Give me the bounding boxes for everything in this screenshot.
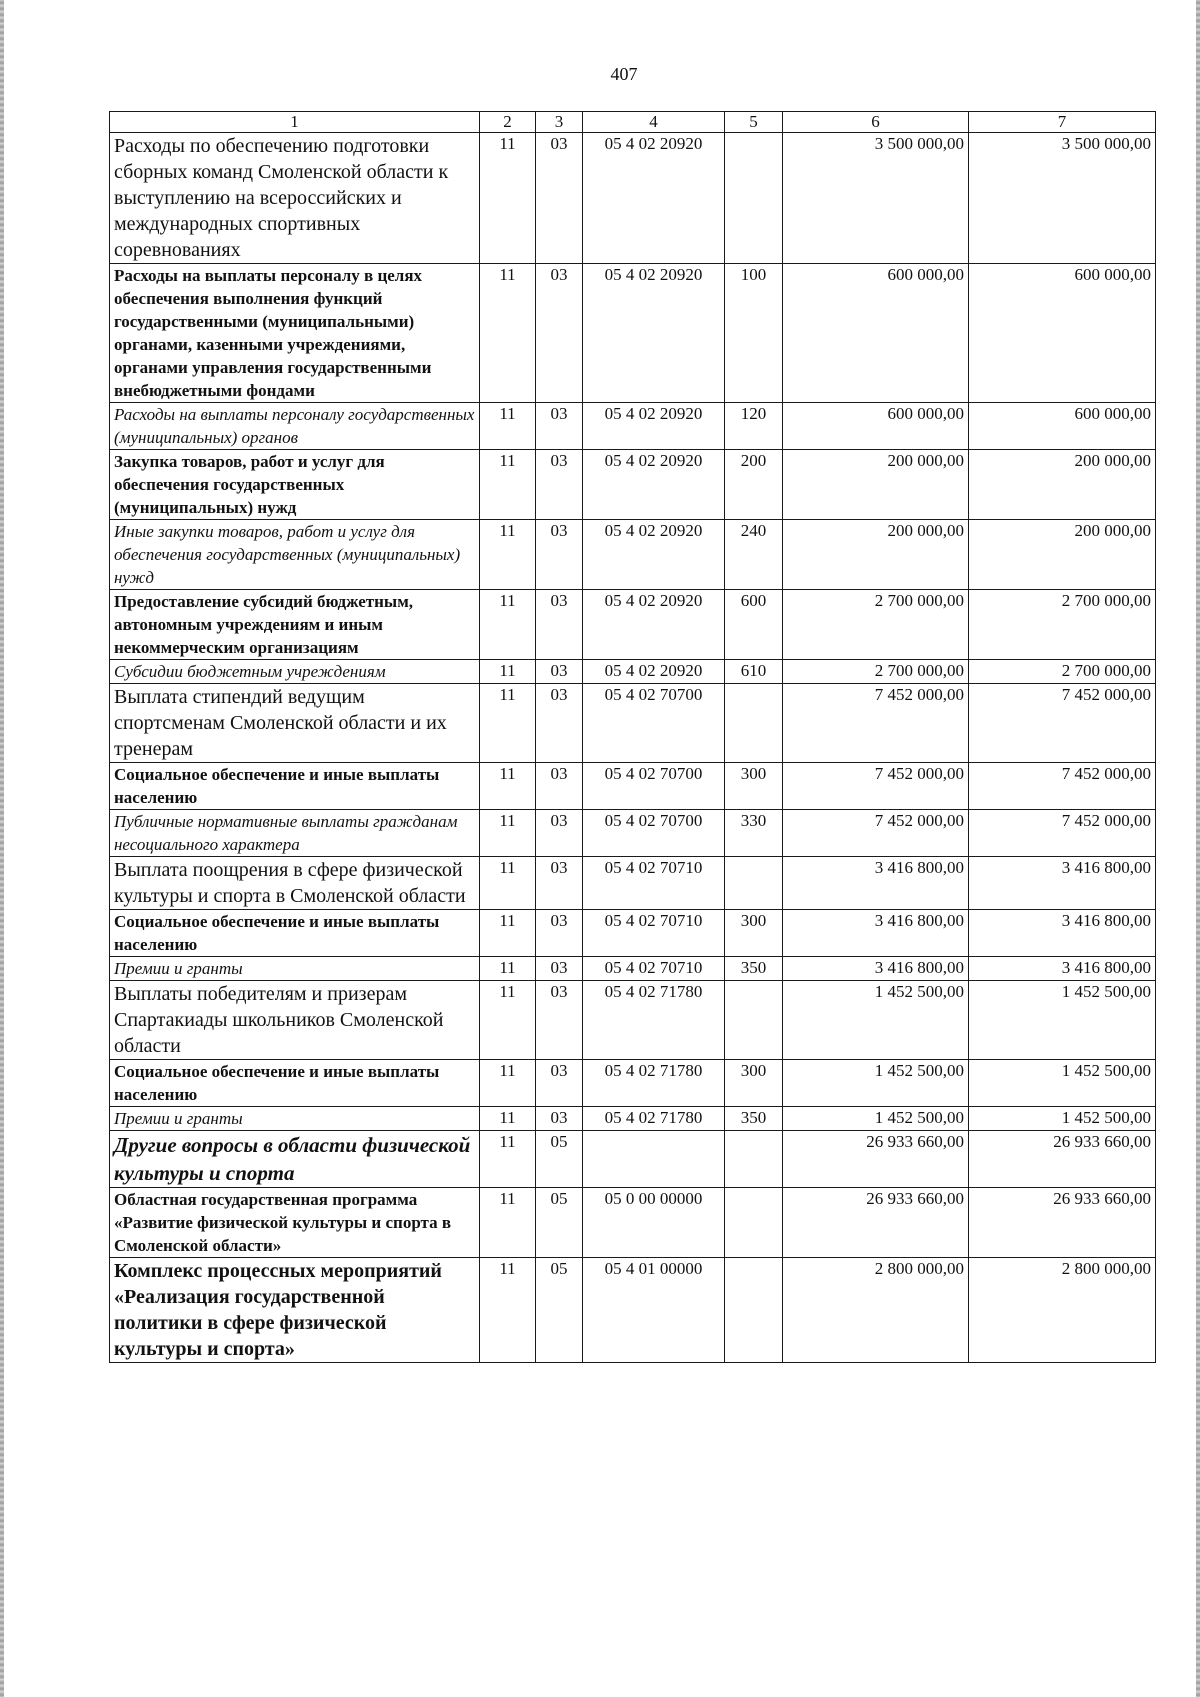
target-article-cell: 05 4 02 71780: [583, 981, 725, 1060]
amount-year-2-cell: 600 000,00: [969, 264, 1156, 403]
expense-type-cell: 300: [725, 763, 783, 810]
expense-type-cell: 300: [725, 1060, 783, 1107]
amount-year-2-cell: 26 933 660,00: [969, 1188, 1156, 1258]
amount-year-2-cell: 3 416 800,00: [969, 957, 1156, 981]
subsection-code-cell: 03: [536, 133, 583, 264]
amount-year-2-cell: 26 933 660,00: [969, 1131, 1156, 1188]
expense-type-cell: 610: [725, 660, 783, 684]
amount-year-1-cell: 200 000,00: [783, 520, 969, 590]
amount-year-2-cell: 7 452 000,00: [969, 684, 1156, 763]
table-row: [110, 403, 1156, 450]
section-code-cell: 11: [480, 763, 536, 810]
section-code-cell: 11: [480, 660, 536, 684]
section-code-cell: 11: [480, 684, 536, 763]
column-header-7: 7: [969, 112, 1156, 133]
table-row: [110, 957, 1156, 981]
target-article-cell: 05 4 02 20920: [583, 403, 725, 450]
table-row: [110, 133, 1156, 264]
amount-year-2-cell: 1 452 500,00: [969, 981, 1156, 1060]
table-row: [110, 520, 1156, 590]
subsection-code-cell: 03: [536, 810, 583, 857]
amount-year-2-cell: 200 000,00: [969, 450, 1156, 520]
table-row: [110, 763, 1156, 810]
amount-year-2-cell: 3 500 000,00: [969, 133, 1156, 264]
amount-year-1-cell: 3 416 800,00: [783, 857, 969, 910]
expense-name-cell: Социальное обеспечение и иные выплаты населению: [110, 1060, 480, 1107]
target-article-cell: 05 4 02 70710: [583, 910, 725, 957]
subsection-code-cell: 03: [536, 264, 583, 403]
section-code-cell: 11: [480, 1060, 536, 1107]
table-row: [110, 1188, 1156, 1258]
table-row: [110, 450, 1156, 520]
expense-type-cell: 600: [725, 590, 783, 660]
expense-type-cell: 300: [725, 910, 783, 957]
expense-name-cell: Закупка товаров, работ и услуг для обеспечения государственных (муниципальных) нужд: [110, 450, 480, 520]
expense-name-cell: Выплаты победителям и призерам Спартакиады школьников Смоленской области: [110, 981, 480, 1060]
subsection-code-cell: 03: [536, 1060, 583, 1107]
section-code-cell: 11: [480, 590, 536, 660]
amount-year-1-cell: 7 452 000,00: [783, 684, 969, 763]
expense-name-cell: Расходы на выплаты персоналу в целях обеспечения выполнения функций государственными (муниципальными) органами, казенными учреждениями, органами управления государственными внебюджетными фондами: [110, 264, 480, 403]
target-article-cell: 05 4 02 71780: [583, 1060, 725, 1107]
amount-year-1-cell: 26 933 660,00: [783, 1188, 969, 1258]
section-code-cell: 11: [480, 1131, 536, 1188]
column-header-3: 3: [536, 112, 583, 133]
expense-name-cell: Расходы по обеспечению подготовки сборных команд Смоленской области к выступлению на всероссийских и международных спортивных соревнованиях: [110, 133, 480, 264]
target-article-cell: 05 4 01 00000: [583, 1258, 725, 1363]
section-code-cell: 11: [480, 264, 536, 403]
section-code-cell: 11: [480, 133, 536, 264]
table-row: [110, 910, 1156, 957]
column-header-2: 2: [480, 112, 536, 133]
target-article-cell: 05 4 02 70700: [583, 763, 725, 810]
amount-year-1-cell: 200 000,00: [783, 450, 969, 520]
expense-type-cell: 200: [725, 450, 783, 520]
expense-type-cell: 350: [725, 957, 783, 981]
section-code-cell: 11: [480, 857, 536, 910]
amount-year-1-cell: 2 700 000,00: [783, 660, 969, 684]
column-header-6: 6: [783, 112, 969, 133]
amount-year-1-cell: 3 500 000,00: [783, 133, 969, 264]
section-code-cell: 11: [480, 981, 536, 1060]
subsection-code-cell: 03: [536, 450, 583, 520]
amount-year-1-cell: 7 452 000,00: [783, 810, 969, 857]
amount-year-1-cell: 1 452 500,00: [783, 1060, 969, 1107]
table-row: [110, 1060, 1156, 1107]
subsection-code-cell: 03: [536, 520, 583, 590]
target-article-cell: 05 4 02 20920: [583, 590, 725, 660]
column-header-5: 5: [725, 112, 783, 133]
amount-year-1-cell: 26 933 660,00: [783, 1131, 969, 1188]
amount-year-1-cell: 1 452 500,00: [783, 981, 969, 1060]
expense-name-cell: Областная государственная программа «Развитие физической культуры и спорта в Смоленской области»: [110, 1188, 480, 1258]
amount-year-2-cell: 3 416 800,00: [969, 910, 1156, 957]
expense-type-cell: [725, 1131, 783, 1188]
table-row: [110, 857, 1156, 910]
expense-type-cell: 120: [725, 403, 783, 450]
section-code-cell: 11: [480, 450, 536, 520]
expense-name-cell: Комплекс процессных мероприятий «Реализация государственной политики в сфере физической культуры и спорта»: [110, 1258, 480, 1363]
table-row: [110, 1258, 1156, 1363]
amount-year-2-cell: 7 452 000,00: [969, 763, 1156, 810]
section-code-cell: 11: [480, 957, 536, 981]
target-article-cell: 05 4 02 70710: [583, 857, 725, 910]
subsection-code-cell: 03: [536, 684, 583, 763]
scan-edge-right: [1196, 0, 1200, 1697]
subsection-code-cell: 03: [536, 981, 583, 1060]
expense-type-cell: [725, 981, 783, 1060]
section-code-cell: 11: [480, 1107, 536, 1131]
subsection-code-cell: 05: [536, 1258, 583, 1363]
amount-year-1-cell: 3 416 800,00: [783, 957, 969, 981]
expense-name-cell: Премии и гранты: [110, 1107, 480, 1131]
section-code-cell: 11: [480, 910, 536, 957]
subsection-code-cell: 03: [536, 403, 583, 450]
expense-name-cell: Расходы на выплаты персоналу государственных (муниципальных) органов: [110, 403, 480, 450]
expense-type-cell: 330: [725, 810, 783, 857]
expense-type-cell: [725, 1188, 783, 1258]
expense-type-cell: [725, 857, 783, 910]
subsection-code-cell: 03: [536, 763, 583, 810]
target-article-cell: 05 4 02 20920: [583, 660, 725, 684]
amount-year-2-cell: 3 416 800,00: [969, 857, 1156, 910]
amount-year-1-cell: 600 000,00: [783, 264, 969, 403]
subsection-code-cell: 03: [536, 590, 583, 660]
table-row: [110, 1107, 1156, 1131]
target-article-cell: 05 4 02 20920: [583, 520, 725, 590]
amount-year-1-cell: 2 700 000,00: [783, 590, 969, 660]
section-code-cell: 11: [480, 520, 536, 590]
target-article-cell: 05 4 02 71780: [583, 1107, 725, 1131]
column-header-1: 1: [110, 112, 480, 133]
column-header-4: 4: [583, 112, 725, 133]
expense-name-cell: Другие вопросы в области физической культуры и спорта: [110, 1131, 480, 1188]
table-row: [110, 660, 1156, 684]
expense-type-cell: [725, 133, 783, 264]
expense-name-cell: Публичные нормативные выплаты гражданам несоциального характера: [110, 810, 480, 857]
amount-year-1-cell: 7 452 000,00: [783, 763, 969, 810]
amount-year-1-cell: 1 452 500,00: [783, 1107, 969, 1131]
amount-year-1-cell: 2 800 000,00: [783, 1258, 969, 1363]
table-row: [110, 981, 1156, 1060]
amount-year-2-cell: 200 000,00: [969, 520, 1156, 590]
expense-name-cell: Выплата стипендий ведущим спортсменам Смоленской области и их тренерам: [110, 684, 480, 763]
target-article-cell: 05 4 02 70700: [583, 684, 725, 763]
subsection-code-cell: 05: [536, 1188, 583, 1258]
subsection-code-cell: 03: [536, 910, 583, 957]
expense-name-cell: Выплата поощрения в сфере физической культуры и спорта в Смоленской области: [110, 857, 480, 910]
table-row: [110, 590, 1156, 660]
amount-year-2-cell: 1 452 500,00: [969, 1060, 1156, 1107]
target-article-cell: 05 4 02 70700: [583, 810, 725, 857]
table-header-row: [110, 112, 1156, 133]
expense-type-cell: 100: [725, 264, 783, 403]
target-article-cell: [583, 1131, 725, 1188]
amount-year-1-cell: 3 416 800,00: [783, 910, 969, 957]
expense-name-cell: Премии и гранты: [110, 957, 480, 981]
expense-type-cell: 350: [725, 1107, 783, 1131]
expense-type-cell: [725, 684, 783, 763]
section-code-cell: 11: [480, 1188, 536, 1258]
subsection-code-cell: 05: [536, 1131, 583, 1188]
table-row: [110, 684, 1156, 763]
amount-year-2-cell: 2 700 000,00: [969, 590, 1156, 660]
section-code-cell: 11: [480, 810, 536, 857]
scan-edge-left: [0, 0, 4, 1697]
target-article-cell: 05 0 00 00000: [583, 1188, 725, 1258]
table-row: [110, 264, 1156, 403]
expense-name-cell: Субсидии бюджетным учреждениям: [110, 660, 480, 684]
amount-year-2-cell: 2 800 000,00: [969, 1258, 1156, 1363]
amount-year-2-cell: 600 000,00: [969, 403, 1156, 450]
expense-name-cell: Социальное обеспечение и иные выплаты населению: [110, 910, 480, 957]
subsection-code-cell: 03: [536, 660, 583, 684]
target-article-cell: 05 4 02 20920: [583, 450, 725, 520]
amount-year-2-cell: 2 700 000,00: [969, 660, 1156, 684]
table-row: [110, 810, 1156, 857]
expense-name-cell: Социальное обеспечение и иные выплаты населению: [110, 763, 480, 810]
expense-name-cell: Предоставление субсидий бюджетным, автономным учреждениям и иным некоммерческим организациям: [110, 590, 480, 660]
table-row: [110, 1131, 1156, 1188]
target-article-cell: 05 4 02 20920: [583, 264, 725, 403]
target-article-cell: 05 4 02 20920: [583, 133, 725, 264]
section-code-cell: 11: [480, 1258, 536, 1363]
expense-name-cell: Иные закупки товаров, работ и услуг для обеспечения государственных (муниципальных) нужд: [110, 520, 480, 590]
amount-year-2-cell: 7 452 000,00: [969, 810, 1156, 857]
target-article-cell: 05 4 02 70710: [583, 957, 725, 981]
page-number: 407: [610, 64, 638, 84]
amount-year-1-cell: 600 000,00: [783, 403, 969, 450]
section-code-cell: 11: [480, 403, 536, 450]
expense-type-cell: 240: [725, 520, 783, 590]
budget-table: [109, 111, 1156, 1363]
subsection-code-cell: 03: [536, 957, 583, 981]
subsection-code-cell: 03: [536, 1107, 583, 1131]
subsection-code-cell: 03: [536, 857, 583, 910]
amount-year-2-cell: 1 452 500,00: [969, 1107, 1156, 1131]
expense-type-cell: [725, 1258, 783, 1363]
